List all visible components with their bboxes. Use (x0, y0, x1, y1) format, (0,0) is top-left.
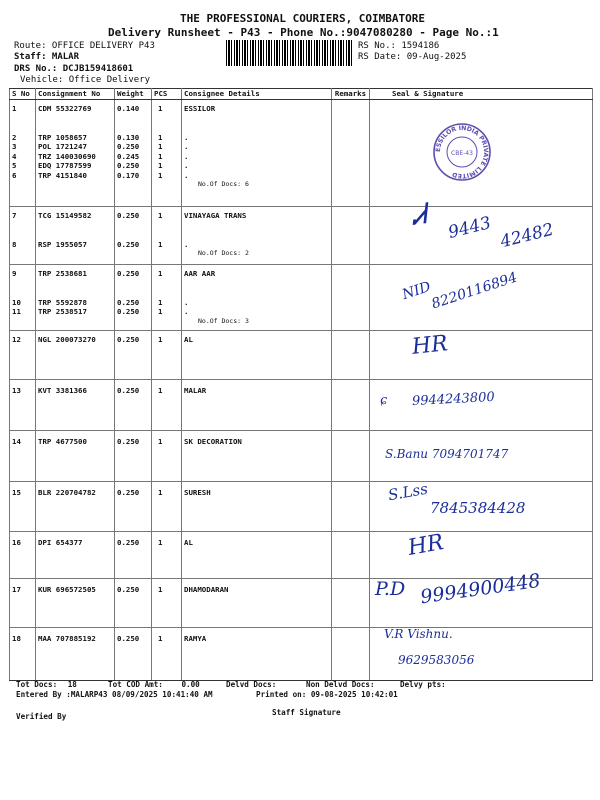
handwritten-note: ɕ (379, 392, 388, 409)
col-weight: Weight (115, 89, 152, 100)
table-row: 17 KUR 696572505 0.250 1 DHAMODARAN (10, 579, 593, 628)
table-row: 15 BLR 220704782 0.250 1 SURESH (10, 482, 593, 532)
handwritten-note: NID (400, 278, 433, 304)
table-header (10, 89, 593, 100)
handwritten-note: 9443 (446, 213, 494, 243)
svg-text:ESSILOR INDIA PRIVATE LIMITED: ESSILOR INDIA PRIVATE LIMITED (434, 124, 490, 180)
handwritten-note: P.D (375, 578, 406, 600)
company-seal (432, 122, 492, 182)
total-docs: Tot Docs: 18 (16, 680, 77, 689)
total-cod: Tot COD Amt: 0.00 (108, 680, 200, 689)
staff-signature: Staff Signature (272, 708, 341, 717)
runsheet-subtitle: Delivery Runsheet - P43 - Phone No.:9047080280 - Page No.:1 (108, 26, 499, 39)
col-pcs: PCS (152, 89, 182, 100)
docs-count: No.Of Docs: 2 (198, 249, 249, 257)
col-consignment: Consignment No (36, 89, 115, 100)
handwritten-note: HR (406, 530, 446, 561)
table-row: 14 TRP 4677500 0.250 1 SK DECORATION (10, 431, 593, 482)
verified-by: Verified By (16, 712, 67, 721)
svg-text:CBE-43: CBE-43 (451, 150, 473, 157)
handwritten-note: 9629583056 (398, 653, 475, 667)
handwritten-note: 8220116894 (429, 269, 520, 313)
delivery-points: Delvy pts: (400, 680, 446, 689)
col-sno: S No (10, 89, 36, 100)
table-row: 16 DPI 654377 0.250 1 AL (10, 532, 593, 579)
handwritten-note: V.R Vishnu. (384, 627, 453, 641)
docs-count: No.Of Docs: 6 (198, 180, 249, 188)
barcode (226, 40, 352, 66)
table-row: 13 KVT 3381366 0.250 1 MALAR (10, 380, 593, 431)
handwritten-note: 9944243800 (411, 389, 496, 410)
table-row: 12 NGL 200073270 0.250 1 AL (10, 331, 593, 380)
table-row-group: 9 10 11 TRP 2538681 TRP 5592878 TRP 2538517 0.250 0.250 0.250 1 1 1 AAR AAR . . No.Of Docs: 3 (10, 265, 593, 331)
table-row-group: 1 2 3 4 5 6 CDM 55322769 TRP 1058657 POL 1721247 TRZ 140030690 EDQ 17787599 TRP 4151840 0.140 0.130 0.250 0.245 0.250 0.170 1 1 1 1 1 1 ESSILOR . . . . . No.Of Docs: 6 (10, 100, 593, 207)
table-row-group: 7 8 TCG 15149582 RSP 1955057 0.250 0.250 1 1 VINAYAGA TRANS . No.Of Docs: 2 (10, 207, 593, 265)
table-row: 18 MAA 707885192 0.250 1 RAMYA (10, 628, 593, 681)
handwritten-note: S.Banu 7094701747 (385, 447, 509, 461)
non-delivered-docs: Non Delvd Docs: (306, 680, 375, 689)
col-consignee: Consignee Details (182, 89, 332, 100)
delivered-docs: Delvd Docs: (226, 680, 277, 689)
route: Route: OFFICE DELIVERY P43 (14, 41, 155, 51)
docs-count: No.Of Docs: 3 (198, 316, 249, 325)
col-seal-signature: Seal & Signature (370, 89, 593, 100)
staff: Staff: MALAR (14, 52, 80, 62)
company-name: THE PROFESSIONAL COURIERS, COIMBATORE (180, 12, 426, 25)
entered-by: Entered By :MALARP43 08/09/2025 10:41:40 AM (16, 690, 213, 699)
drs-number: DRS No.: DCJB159418601 (14, 64, 134, 74)
handwritten-note: 42482 (498, 219, 556, 253)
vehicle: Vehicle: Office Delivery (20, 75, 151, 85)
col-remarks: Remarks (332, 89, 370, 100)
printed-on: Printed on: 09-08-2025 10:42:01 (256, 690, 398, 699)
signature-scribble: Ꮧ (409, 197, 429, 232)
handwritten-note: 7845384428 (430, 499, 526, 517)
rs-date: RS Date: 09-Aug-2025 (358, 52, 467, 62)
handwritten-note: S.Lss (386, 479, 430, 505)
rs-number: RS No.: 1594186 (358, 41, 440, 51)
handwritten-note: 9994900448 (419, 569, 542, 609)
handwritten-note: HR (410, 331, 449, 360)
